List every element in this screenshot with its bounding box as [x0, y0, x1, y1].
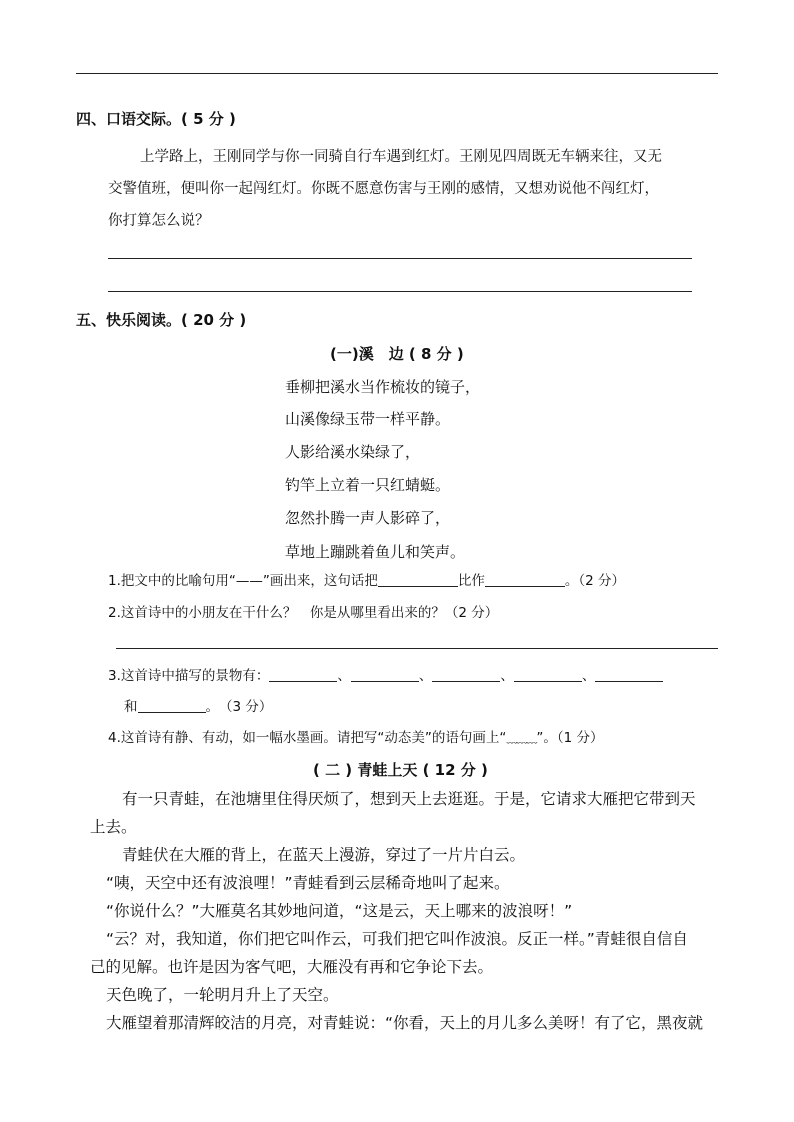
question-4-text-a: 4.这首诗有静、有动，如一幅水墨画。请把写“动态美”的语句画上“ — [108, 730, 507, 746]
poem-title: (一)溪 边 ( 8 分 ) — [330, 345, 464, 363]
story-line-6: “云？对，我知道，你们把它叫作云，可我们把它叫作波浪。反正一样。”青蛙很自信自 — [106, 930, 688, 948]
question-1-text-b: 比作 — [457, 573, 485, 589]
story-line-7: 己的见解。也许是因为客气吧，大雁没有再和它争论下去。 — [90, 958, 494, 976]
question-3-sep-3: 、 — [500, 668, 514, 684]
section-4-prompt-line-2: 交警值班，便叫你一起闯红灯。你既不愿意伤害与王刚的感情，又想劝说他不闯红灯， — [108, 181, 659, 197]
story-line-2: 上去。 — [90, 818, 137, 836]
question-4 — [108, 726, 604, 746]
poem-line-4: 钓竿上立着一只红蜻蜓。 — [285, 476, 451, 494]
question-3-line-2 — [124, 695, 272, 715]
question-3-line-1 — [108, 664, 663, 684]
question-3-sep-4: 、 — [581, 668, 596, 684]
story-title: ( 二 ) 青蛙上天 ( 12 分 ) — [313, 761, 488, 779]
question-2: 2.这首诗中的小朋友在干什么？ 你是从哪里看出来的？（2 分） — [108, 605, 499, 621]
poem-line-3: 人影给溪水染绿了， — [285, 443, 421, 461]
answer-line-1[interactable] — [108, 258, 692, 259]
question-3-blank-6[interactable] — [138, 698, 206, 713]
answer-line-2[interactable] — [108, 291, 692, 292]
question-3-text-a: 3.这首诗中描写的景物有： — [108, 668, 270, 684]
question-3-and: 和 — [124, 699, 138, 715]
story-line-5: “你说什么？”大雁莫名其妙地问道，“这是云，天上哪来的波浪呀！” — [106, 902, 573, 920]
question-3-blank-3[interactable] — [432, 667, 500, 682]
poem-line-5: 忽然扑腾一声人影碎了， — [285, 509, 451, 527]
section-4-prompt-line-3: 你打算怎么说？ — [108, 213, 210, 229]
story-line-4: “咦，天空中还有波浪哩！”青蛙看到云层稀奇地叫了起来。 — [106, 874, 510, 892]
story-line-9: 大雁望着那清辉皎洁的月亮，对青蛙说：“你看，天上的月儿多么美呀！有了它，黑夜就 — [106, 1014, 704, 1032]
question-3-blank-5[interactable] — [595, 667, 663, 682]
poem-line-6: 草地上蹦跳着鱼儿和笑声。 — [285, 543, 466, 561]
question-3-text-c: 。 （3 分） — [205, 699, 273, 715]
section-4-prompt-line-1: 上学路上，王刚同学与你一同骑自行车遇到红灯。王刚见四周既无车辆来往，又无 — [140, 149, 662, 165]
question-1 — [108, 569, 625, 589]
story-line-8: 天色晚了，一轮明月升上了天空。 — [106, 986, 339, 1004]
poem-line-2: 山溪像绿玉带一样平静。 — [285, 410, 451, 428]
question-4-text-c: ”。（1 分） — [536, 730, 604, 746]
story-line-3: 青蛙伏在大雁的背上，在蓝天上漫游，穿过了一片片白云。 — [122, 846, 526, 864]
question-3-blank-1[interactable] — [269, 667, 337, 682]
section-4-heading: 四、口语交际。( 5 分 ) — [76, 110, 236, 128]
question-1-blank-1[interactable] — [378, 572, 458, 587]
question-3-blank-2[interactable] — [351, 667, 419, 682]
story-line-1: 有一只青蛙，在池塘里住得厌烦了，想到天上去逛逛。于是，它请求大雁把它带到天 — [122, 790, 696, 808]
question-3-sep-1: 、 — [337, 668, 351, 684]
question-3-sep-2: 、 — [418, 668, 433, 684]
question-3-blank-4[interactable] — [514, 667, 582, 682]
poem-line-1: 垂柳把溪水当作梳妆的镜子， — [285, 378, 481, 396]
question-1-text-c: 。（2 分） — [564, 573, 626, 589]
wavy-underline-mark: ﹏﹏﹏ — [506, 732, 537, 745]
question-2-answer-line[interactable] — [116, 648, 718, 649]
question-1-text-a: 1.把文中的比喻句用“——”画出来，这句话把 — [108, 573, 378, 589]
question-1-blank-2[interactable] — [485, 572, 565, 587]
top-divider — [76, 73, 718, 74]
section-5-heading: 五、快乐阅读。( 20 分 ) — [76, 311, 247, 329]
